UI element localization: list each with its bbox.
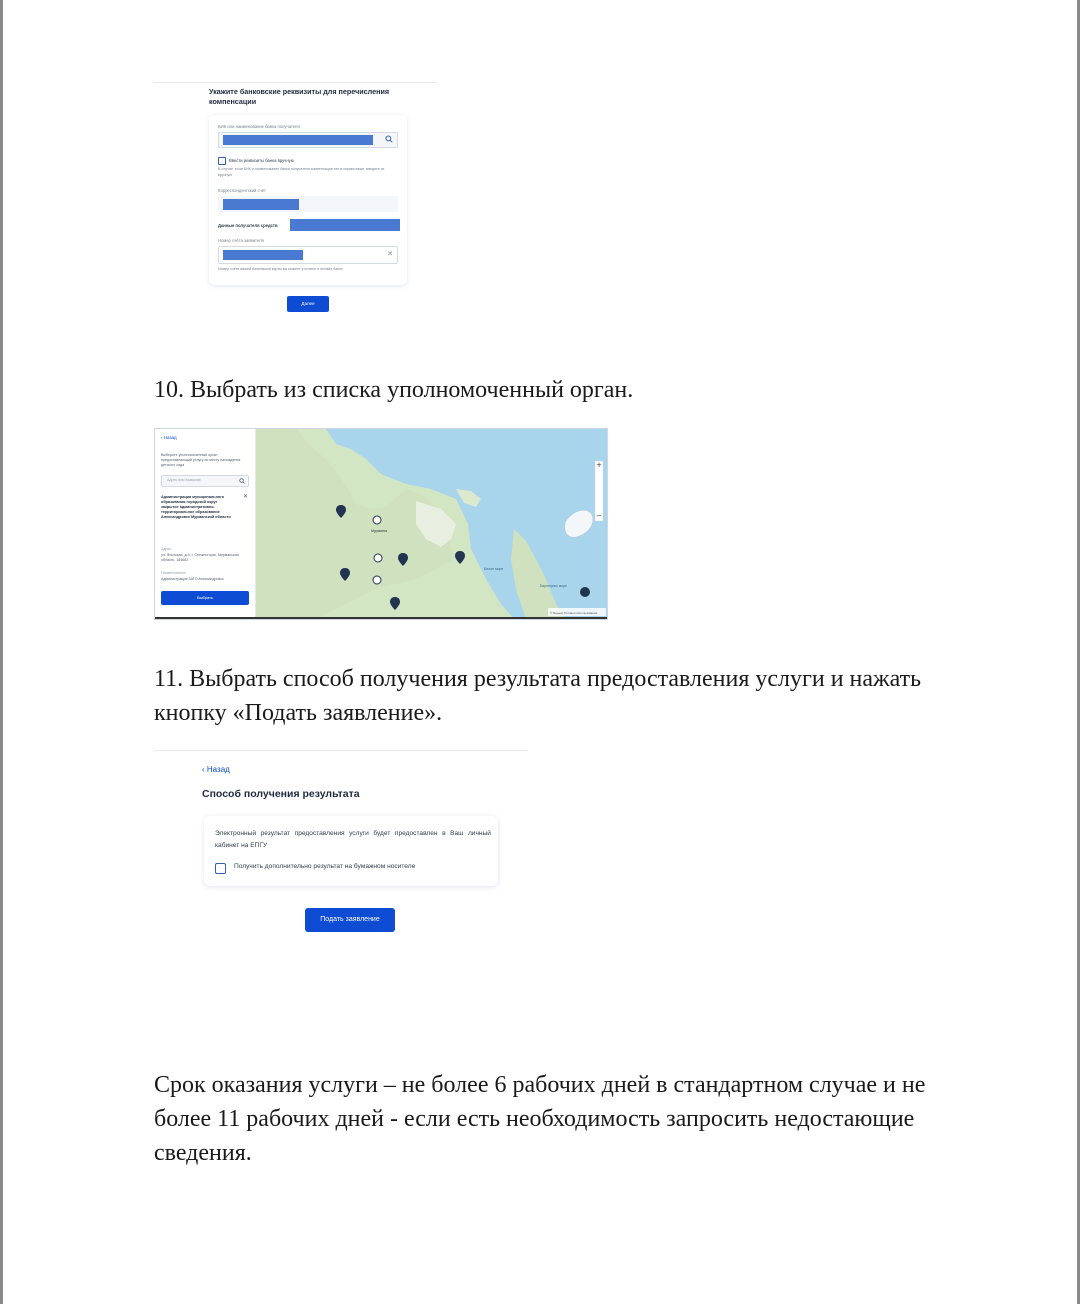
service-term-text: Срок оказания услуги – не более 6 рабочих дней в стандартном случае и не более 11 рабочих дней - если есть необходимость запросить недостающие сведения. <box>154 1072 926 1166</box>
paper-result-checkbox[interactable] <box>215 863 226 874</box>
next-button[interactable]: Далее <box>287 296 329 312</box>
redacted-value <box>223 250 303 260</box>
account-label: Номер счёта заявителя <box>218 238 264 243</box>
result-method-screenshot <box>154 750 528 940</box>
step-11-text: 11. Выбрать способ получения результата предоставления услуги и нажать кнопку «Подать заявление». <box>154 666 922 726</box>
authority-side-panel <box>155 429 256 619</box>
redacted-value <box>223 135 373 145</box>
authority-map-screenshot <box>154 428 608 620</box>
recipient-label: Данные получателя средств <box>218 223 278 228</box>
address-placeholder: Адрес или название <box>167 478 201 482</box>
result-card <box>204 816 498 886</box>
choose-button[interactable]: Выбрать <box>161 591 249 605</box>
result-info: Электронный результат предоставления услуги будет предоставлен в Ваш личный кабинет на ЕПГУ <box>215 830 491 849</box>
map-label-murmansk: Мурманск <box>371 529 388 533</box>
panel-intro: Выберите уполномоченный орган, предоставляющий услугу по месту нахождения детского сада <box>161 453 241 467</box>
manual-entry-hint: В случае, если БИК и наименование банка получателя компенсации нет в справочнике, введите их вручную <box>218 167 385 177</box>
step-10-text: 10. Выбрать из списка уполномоченный орган. <box>154 377 634 403</box>
search-icon[interactable] <box>239 478 245 484</box>
bank-details-screenshot <box>154 82 436 322</box>
close-icon[interactable]: ✕ <box>387 250 393 258</box>
submit-application-button[interactable]: Подать заявление <box>305 908 395 932</box>
back-link[interactable]: ‹ Назад <box>202 765 230 774</box>
paper-result-label: Получить дополнительно результат на бумажном носителе <box>234 863 416 870</box>
result-heading: Способ получения результата <box>202 788 360 800</box>
page-edge-left <box>0 0 3 1304</box>
divider <box>154 750 528 751</box>
map-label-barents-sea: Баренцево море <box>540 584 567 588</box>
svg-text:+: + <box>596 461 602 469</box>
corr-account-field <box>218 196 398 212</box>
divider <box>154 82 436 83</box>
map-attribution: © Яндекс Условия использования <box>550 611 598 615</box>
bik-input[interactable] <box>218 132 398 148</box>
close-icon[interactable]: ✕ <box>243 493 249 500</box>
authority-label: Наименование <box>161 571 186 575</box>
map-label-white-sea: Белое море <box>484 567 504 571</box>
bank-form-card <box>209 115 407 285</box>
manual-entry-checkbox[interactable] <box>218 157 226 165</box>
account-input[interactable] <box>218 246 398 264</box>
address-search-input[interactable] <box>161 475 249 487</box>
authority-name: Администрация муниципального образования городской округ закрытое административно-территориальное образование Александровск Мурманской области <box>161 495 231 519</box>
address-label: Адрес <box>161 547 172 551</box>
form-title: Укажите банковские реквизиты для перечисления компенсации <box>209 87 390 106</box>
redacted-recipient <box>290 219 400 231</box>
search-icon[interactable] <box>385 135 393 143</box>
address-value: ул. Флотская, д.9, г. Снежногорск, Мурманская область, 184682 <box>161 553 239 562</box>
map[interactable] <box>256 429 607 619</box>
account-hint: Номер счёта вашей банковской карты вы можете уточнить в онлайн банке <box>218 267 343 271</box>
manual-entry-label: Ввести реквизиты банка вручную <box>229 158 294 163</box>
screenshot-bottom-strip <box>155 617 607 619</box>
back-link[interactable]: ‹ Назад <box>161 435 177 440</box>
bik-label: БИК или наименование банка получателя <box>218 124 300 129</box>
authority-value: Администрация ЗАТО Александровск <box>161 577 224 581</box>
corr-account-label: Корреспондентский счёт <box>218 188 266 193</box>
svg-text:−: − <box>596 512 602 520</box>
redacted-value <box>223 199 299 210</box>
